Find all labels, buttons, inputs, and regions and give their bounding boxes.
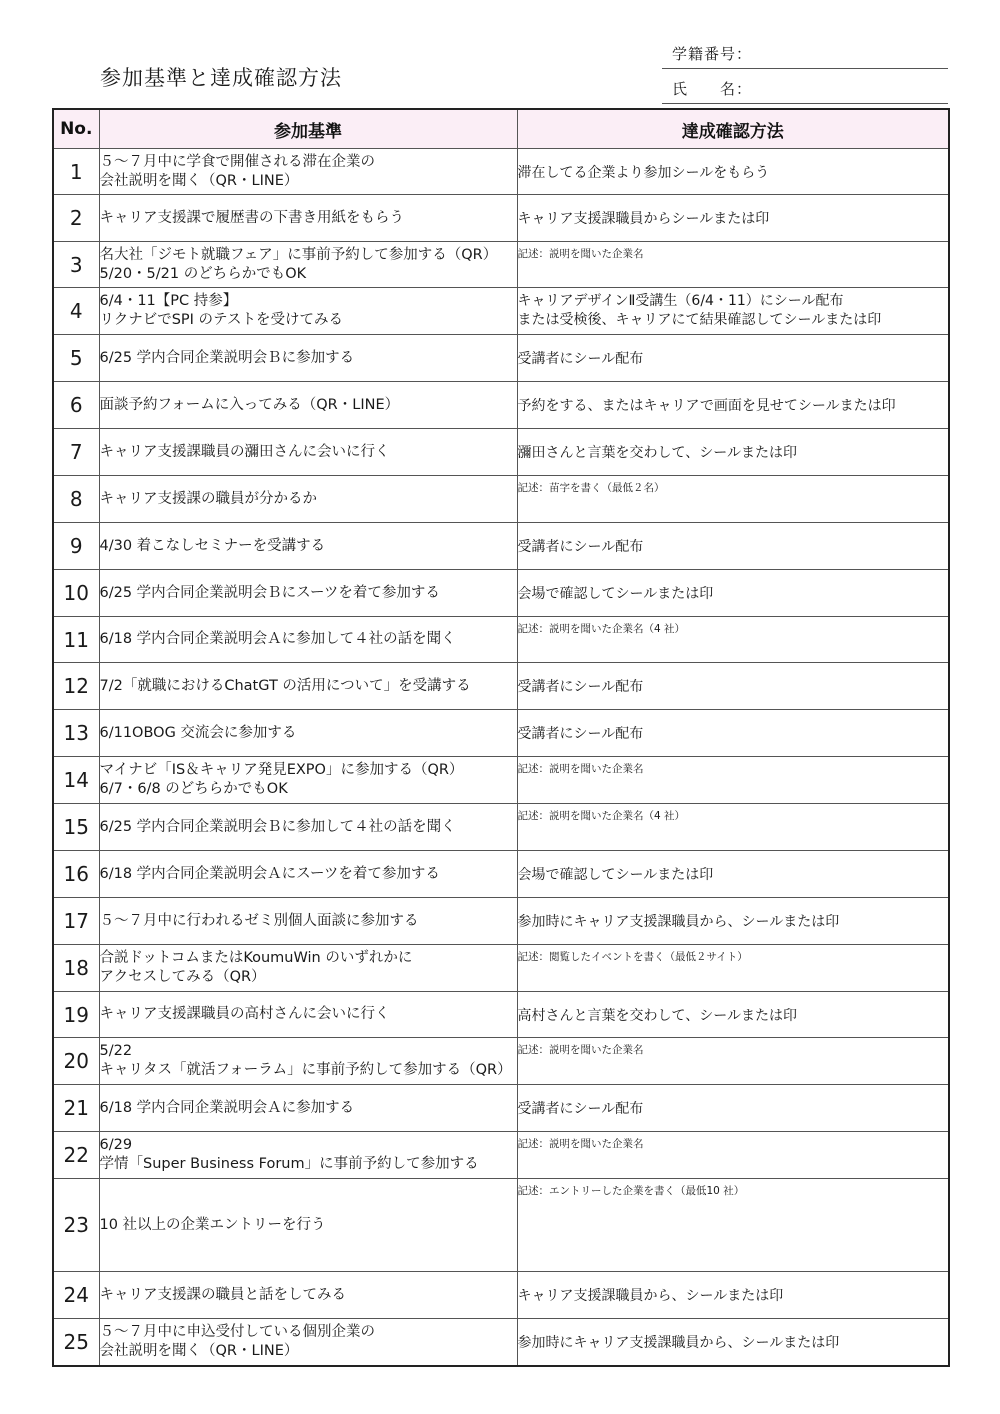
table-row [53,382,949,429]
criteria-cell [99,523,517,570]
table-row [53,476,949,523]
method-cell [517,851,949,898]
method-note-text: 記述：説明を聞いた企業名（4 社） [517,810,686,822]
table-row [53,992,949,1038]
criteria-text: キャリタス「就活フォーラム」に事前予約して参加する（QR） [99,1062,512,1078]
row-number: 15 [53,804,99,851]
criteria-cell [99,429,517,476]
criteria-cell [99,149,517,195]
criteria-cell [99,335,517,382]
method-note-cell[interactable] [517,945,949,992]
criteria-text: 6/29 [99,1137,133,1153]
row-number: 7 [53,429,99,476]
method-note-text: 記述：説明を聞いた企業名 [517,1138,644,1150]
header-no: No. [53,109,99,149]
criteria-cell [99,757,517,804]
row-number: 17 [53,898,99,945]
row-number: 9 [53,523,99,570]
student-name-label: 氏 名： [672,80,753,98]
method-cell [517,288,949,335]
method-cell [517,710,949,757]
criteria-text: 会社説明を聞く（QR・LINE） [99,1342,299,1359]
method-note-cell[interactable] [517,1132,949,1179]
method-cell [517,992,949,1038]
method-cell [517,898,949,945]
table-row [53,1038,949,1085]
header-method: 達成確認方法 [517,109,949,149]
method-text: 参加時にキャリア支援課職員から、シールまたは印 [517,1334,840,1351]
row-number: 12 [53,663,99,710]
criteria-cell [99,898,517,945]
table-row [53,523,949,570]
criteria-cell [99,1179,517,1272]
method-note-text: 記述：説明を聞いた企業名 [517,248,644,260]
method-cell [517,149,949,195]
header-criteria: 参加基準 [99,109,517,149]
criteria-cell [99,382,517,429]
criteria-text: 6/18 学内合同企業説明会Ａに参加して４社の話を聞く [99,631,456,647]
criteria-cell [99,945,517,992]
row-number: 20 [53,1038,99,1085]
criteria-text: 10 社以上の企業エントリーを行う [99,1216,326,1233]
method-cell [517,382,949,429]
criteria-text: キャリア支援課職員の高村さんに会いに行く [99,1006,390,1022]
row-number: 16 [53,851,99,898]
criteria-cell [99,663,517,710]
student-id-label: 学籍番号： [672,45,753,63]
criteria-text: 6/25 学内合同企業説明会Ｂにスーツを着て参加する [99,584,440,601]
table-header-row [53,109,949,149]
method-text: 会場で確認してシールまたは印 [517,867,714,883]
method-note-cell[interactable] [517,617,949,663]
method-note-text: 記述：エントリーした企業を書く（最低10 社） [517,1185,745,1197]
criteria-text: 名大社「ジモト就職フェア」に事前予約して参加する（QR） [99,246,498,263]
method-cell [517,1272,949,1319]
method-text: 高村さんと言葉を交わして、シールまたは印 [517,1007,797,1024]
criteria-cell [99,851,517,898]
row-number: 14 [53,757,99,804]
criteria-cell [99,1085,517,1132]
criteria-cell [99,804,517,851]
row-number: 10 [53,570,99,617]
criteria-text: 6/11OBOG 交流会に参加する [99,724,297,741]
method-note-text: 記述：説明を聞いた企業名（4 社） [517,623,686,635]
row-number: 6 [53,382,99,429]
table-row [53,195,949,242]
page-title: 参加基準と達成確認方法 [100,66,342,90]
table-row [53,288,949,335]
criteria-text: 6/18 学内合同企業説明会Ａに参加する [99,1099,355,1116]
table-row [53,898,949,945]
criteria-text: キャリア支援課の職員が分かるか [99,490,317,507]
criteria-text: 6/25 学内合同企業説明会Ｂに参加して４社の話を聞く [99,818,456,835]
method-cell [517,570,949,617]
method-cell [517,1319,949,1366]
criteria-cell [99,288,517,335]
method-text: 瀰田さんと言葉を交わして、シールまたは印 [517,445,797,461]
student-name-field[interactable] [662,69,948,104]
method-text: 受講者にシール配布 [517,539,644,555]
criteria-table [52,108,950,1367]
method-note-cell[interactable] [517,1179,949,1272]
row-number: 22 [53,1132,99,1179]
criteria-text: 6/18 学内合同企業説明会Ａにスーツを着て参加する [99,865,440,882]
method-note-cell[interactable] [517,476,949,523]
method-note-text: 記述：苗字を書く（最低２名） [517,482,665,494]
criteria-text: 5/20・5/21 のどちらかでもOK [99,265,307,282]
method-text: 滞在してる企業より参加シールをもらう [517,164,770,181]
row-number: 1 [53,149,99,195]
method-cell [517,429,949,476]
criteria-text: 5/22 [99,1043,133,1059]
method-note-cell[interactable] [517,804,949,851]
method-text: 受講者にシール配布 [517,1101,644,1117]
row-number: 21 [53,1085,99,1132]
row-number: 3 [53,242,99,288]
criteria-text: キャリア支援課職員の瀰田さんに会いに行く [99,443,390,460]
criteria-cell [99,242,517,288]
criteria-cell [99,992,517,1038]
row-number: 13 [53,710,99,757]
criteria-cell [99,1038,517,1085]
row-number: 24 [53,1272,99,1319]
table-row [53,804,949,851]
method-cell [517,1085,949,1132]
table-row [53,1132,949,1179]
row-number: 18 [53,945,99,992]
table-row [53,1179,949,1272]
method-cell [517,335,949,382]
method-text: キャリア支援課職員から、シールまたは印 [517,1288,784,1304]
criteria-text: 学情「Super Business Forum」に事前予約して参加する [99,1156,479,1172]
criteria-text: ５～７月中に学食で開催される滞在企業の [99,153,375,170]
criteria-cell [99,617,517,663]
row-number: 19 [53,992,99,1038]
criteria-cell [99,710,517,757]
method-note-cell[interactable] [517,242,949,288]
method-note-text: 記述：閲覧したイベントを書く（最低２サイト） [517,951,748,963]
criteria-text: キャリア支援課の職員と話をしてみる [99,1286,346,1303]
criteria-cell [99,476,517,523]
method-cell [517,523,949,570]
method-text: 受講者にシール配布 [517,351,644,367]
table-row [53,242,949,288]
table-row [53,429,949,476]
student-id-field[interactable] [662,38,948,69]
table-row [53,663,949,710]
criteria-cell [99,570,517,617]
criteria-text: 面談予約フォームに入ってみる（QR・LINE） [99,396,400,413]
criteria-text: 4/30 着こなしセミナーを受講する [99,537,326,554]
criteria-cell [99,1272,517,1319]
method-note-text: 記述：説明を聞いた企業名 [517,763,644,775]
row-number: 5 [53,335,99,382]
table-row [53,945,949,992]
row-number: 4 [53,288,99,335]
criteria-text: 6/25 学内合同企業説明会Ｂに参加する [99,349,355,366]
table-row [53,1085,949,1132]
row-number: 2 [53,195,99,242]
method-text: 参加時にキャリア支援課職員から、シールまたは印 [517,914,840,930]
table-row [53,570,949,617]
criteria-text: ５～７月中に行われるゼミ別個人面談に参加する [99,912,419,929]
method-text: 予約をする、またはキャリアで画面を見せてシールまたは印 [517,398,896,414]
row-number: 11 [53,617,99,663]
method-cell [517,195,949,242]
row-number: 25 [53,1319,99,1366]
criteria-text: マイナビ「IS＆キャリア発見EXPO」に参加する（QR） [99,762,464,778]
row-number: 23 [53,1179,99,1272]
criteria-cell [99,1132,517,1179]
table-row [53,617,949,663]
method-text: キャリアデザインⅡ受講生（6/4・11）にシール配布 [517,293,844,309]
method-note-cell[interactable] [517,757,949,804]
table-row [53,757,949,804]
criteria-cell [99,1319,517,1366]
criteria-text: ５～７月中に申込受付している個別企業の [99,1323,375,1340]
criteria-text: アクセスしてみる（QR） [99,969,266,985]
table-row [53,149,949,195]
criteria-text: 6/7・6/8 のどちらかでもOK [99,781,288,797]
method-note-text: 記述：説明を聞いた企業名 [517,1044,644,1056]
criteria-text: 合説ドットコムまたはKoumuWin のいずれかに [99,950,413,966]
criteria-text: 7/2「就職におけるChatGT の活用について」を受講する [99,677,471,694]
method-text: キャリア支援課職員からシールまたは印 [517,211,770,227]
table-row [53,335,949,382]
table-row [53,1319,949,1366]
method-text: 会場で確認してシールまたは印 [517,586,714,602]
table-row [53,710,949,757]
criteria-text: 6/4・11【PC 持参】 [99,293,238,309]
criteria-text: キャリア支援課で履歴書の下書き用紙をもらう [99,209,404,226]
student-info [662,38,948,104]
table-row [53,851,949,898]
criteria-text: リクナビでSPI のテストを受けてみる [99,312,343,328]
criteria-text: 会社説明を聞く（QR・LINE） [99,172,299,189]
method-cell [517,663,949,710]
method-text: 受講者にシール配布 [517,679,644,695]
method-text: または受検後、キャリアにて結果確認してシールまたは印 [517,312,882,328]
table-row [53,1272,949,1319]
criteria-cell [99,195,517,242]
method-text: 受講者にシール配布 [517,726,644,742]
row-number: 8 [53,476,99,523]
method-note-cell[interactable] [517,1038,949,1085]
